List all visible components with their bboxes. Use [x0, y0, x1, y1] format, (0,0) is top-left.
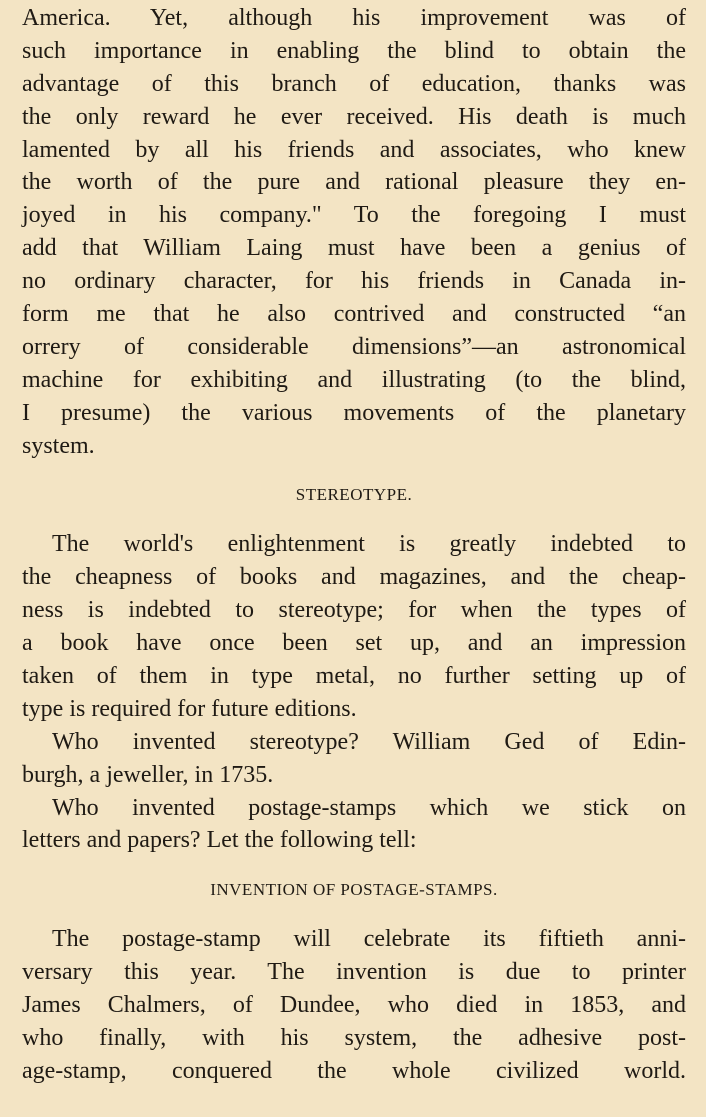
text-line: The world's enlightenment is greatly indebted to	[52, 531, 686, 558]
paragraph-postage-question	[22, 792, 686, 858]
paragraph-ged	[22, 726, 686, 792]
text-line: advantage of this branch of education, thanks was	[22, 70, 686, 97]
text-line: the worth of the pure and rational pleasure they en-	[22, 169, 686, 196]
text-line: ness is indebted to stereotype; for when the types of	[22, 597, 686, 624]
text-line: Who invented postage-stamps which we stick on	[52, 794, 686, 821]
text-line: letters and papers? Let the following tell:	[22, 827, 417, 854]
paragraph-postage-stamp	[22, 923, 686, 1087]
text-line: versary this year. The invention is due to printer	[22, 959, 686, 986]
text-line: joyed in his company." To the foregoing I must	[22, 202, 686, 229]
text-line: age-stamp, conquered the whole civilized world.	[22, 1057, 686, 1084]
paragraph-laing	[22, 0, 686, 462]
text-line: add that William Laing must have been a genius of	[22, 235, 686, 262]
text-line: the only reward he ever received. His death is much	[22, 103, 686, 130]
text-line: orrery of considerable dimensions”—an astronomical	[22, 333, 686, 360]
text-line: taken of them in type metal, no further setting up of	[22, 663, 686, 690]
text-line: a book have once been set up, and an impression	[22, 630, 686, 657]
text-line: system.	[22, 432, 95, 459]
text-line: such importance in enabling the blind to obtain the	[22, 37, 686, 64]
text-line: who finally, with his system, the adhesive post-	[22, 1025, 686, 1052]
book-page	[22, 0, 686, 1088]
text-line: James Chalmers, of Dundee, who died in 1853, and	[22, 992, 686, 1019]
text-line: I presume) the various movements of the planetary	[22, 399, 686, 426]
text-line: The postage-stamp will celebrate its fiftieth anni-	[52, 926, 686, 953]
text-line: lamented by all his friends and associates, who knew	[22, 136, 686, 163]
text-line: machine for exhibiting and illustrating (to the blind,	[22, 366, 686, 393]
section-heading-stereotype: STEREOTYPE.	[295, 485, 413, 505]
section-heading-postage-stamps: INVENTION OF POSTAGE-STAMPS.	[210, 880, 498, 900]
text-line: the cheapness of books and magazines, and the cheap-	[22, 564, 686, 591]
text-line: type is required for future editions.	[22, 695, 357, 722]
paragraph-stereotype	[22, 528, 686, 725]
text-line: no ordinary character, for his friends in Canada in-	[22, 268, 686, 295]
text-line: America. Yet, although his improvement was of	[22, 5, 686, 31]
text-line: burgh, a jeweller, in 1735.	[22, 761, 274, 788]
text-line: Who invented stereotype? William Ged of Edin-	[52, 728, 686, 755]
text-line: form me that he also contrived and constructed “an	[22, 301, 686, 328]
